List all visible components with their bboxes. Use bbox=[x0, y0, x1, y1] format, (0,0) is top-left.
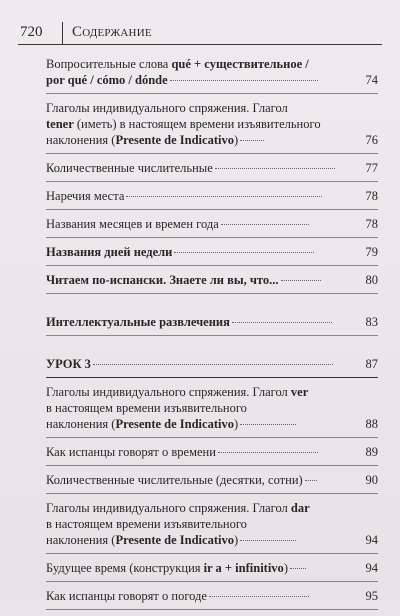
toc-entry[interactable]: Читаем по-испански. Знаете ли вы, что... 80 bbox=[46, 273, 378, 287]
toc-entry[interactable]: Глаголы индивидуального спряжения. Глагол tener (иметь) в настоящем времени изъявительного наклонения (Presente de Indicativo) 76 bbox=[46, 101, 378, 147]
toc-entry[interactable]: Глаголы индивидуального спряжения. Глагол dar в настоящем времени изъявительного наклонения (Presente de Indicativo) 94 bbox=[46, 501, 378, 547]
toc-page: 88 bbox=[365, 417, 378, 431]
toc-page: 79 bbox=[365, 245, 378, 259]
page-number: 720 bbox=[20, 24, 43, 40]
toc-page: 78 bbox=[365, 217, 378, 231]
toc-page: 76 bbox=[365, 133, 378, 147]
toc-entry[interactable]: Как испанцы говорят о времени 89 bbox=[46, 445, 378, 459]
toc-entry[interactable]: Наречия места 78 bbox=[46, 189, 378, 203]
lesson-heading[interactable]: УРОК 3 87 bbox=[46, 357, 378, 371]
toc-page: 89 bbox=[365, 445, 378, 459]
toc-entry[interactable]: Количественные числительные (десятки, сотни) 90 bbox=[46, 473, 378, 487]
toc-entry[interactable]: Как испанцы говорят о погоде 95 bbox=[46, 589, 378, 603]
toc-page: 77 bbox=[365, 161, 378, 175]
toc-entry-fun[interactable]: Интеллектуальные развлечения 83 bbox=[46, 315, 378, 329]
toc-page: 95 bbox=[365, 589, 378, 603]
toc-entry[interactable]: Вопросительные слова qué + существительное / por qué / cómo / dónde 74 bbox=[46, 57, 378, 87]
toc-page: 78 bbox=[365, 189, 378, 203]
toc-page: 74 bbox=[365, 73, 378, 87]
toc-entry[interactable]: Количественные числительные 77 bbox=[46, 161, 378, 175]
toc-page: 87 bbox=[365, 357, 378, 371]
toc-page: 83 bbox=[365, 315, 378, 329]
table-of-contents bbox=[46, 56, 378, 616]
toc-entry[interactable]: Будущее время (конструкция ir a + infinitivo) 94 bbox=[46, 561, 378, 575]
page-header bbox=[18, 18, 382, 44]
toc-page: 90 bbox=[365, 473, 378, 487]
header-rule bbox=[18, 44, 382, 45]
toc-page: 94 bbox=[365, 533, 378, 547]
toc-page: 94 bbox=[365, 561, 378, 575]
toc-entry[interactable]: Названия месяцев и времен года 78 bbox=[46, 217, 378, 231]
running-title: Содержание bbox=[72, 24, 152, 40]
header-divider bbox=[62, 22, 63, 44]
toc-entry[interactable]: Названия дней недели 79 bbox=[46, 245, 378, 259]
toc-page: 80 bbox=[365, 273, 378, 287]
toc-entry[interactable]: Глаголы индивидуального спряжения. Глагол ver в настоящем времени изъявительного наклонения (Presente de Indicativo) 88 bbox=[46, 385, 378, 431]
